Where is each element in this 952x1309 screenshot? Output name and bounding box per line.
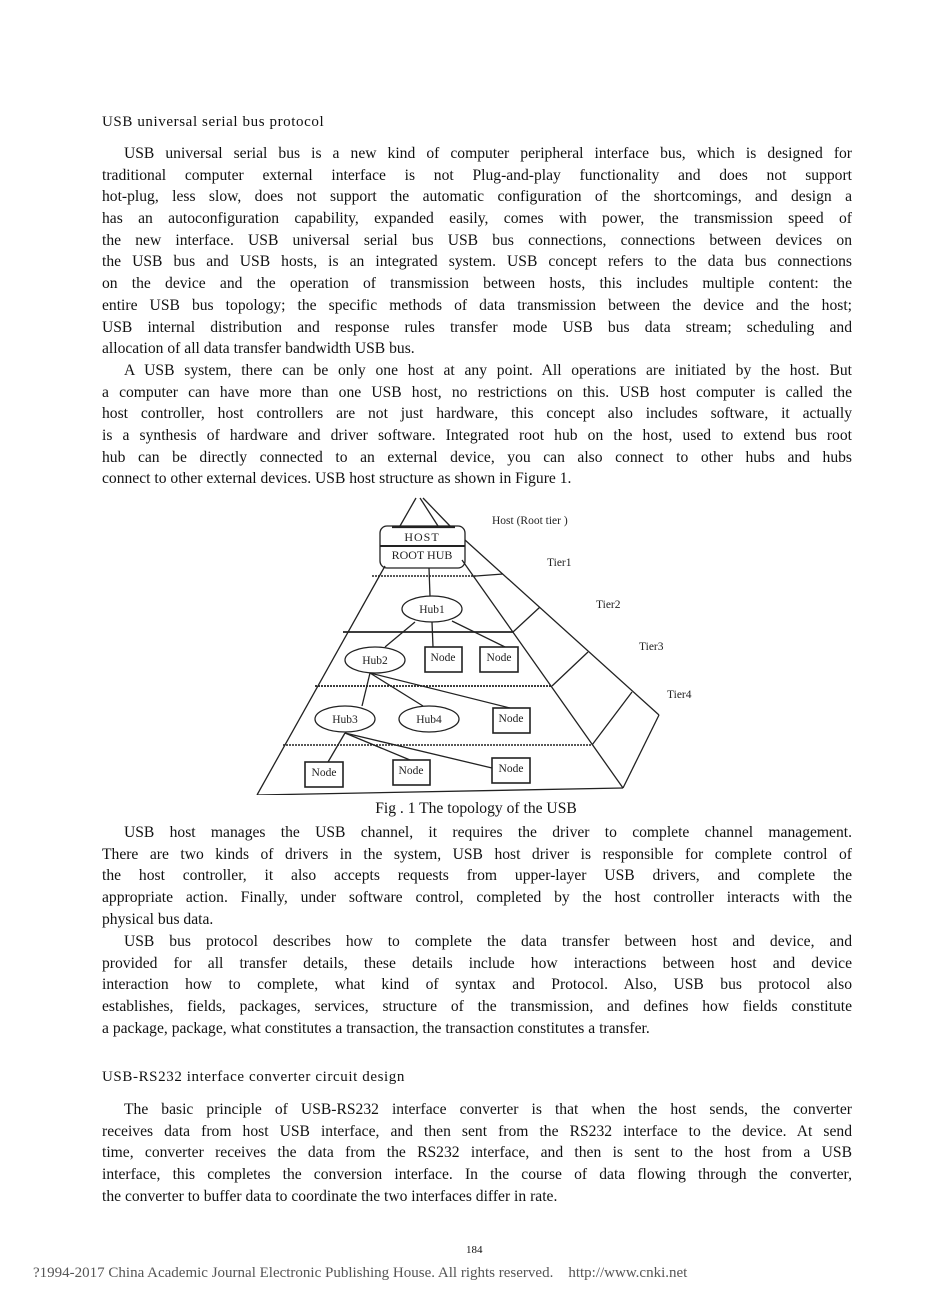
paragraph-line: establishes, fields, packages, services, structure of the transmission, and defines how fields constitute	[102, 998, 852, 1016]
paragraph-line: USB bus protocol describes how to complete the data transfer between host and device, and	[124, 933, 852, 950]
paragraph-line: the new interface. USB universal serial bus USB bus connections, connections between devices on	[102, 231, 852, 249]
hub-label: Hub2	[362, 655, 388, 667]
figure-caption: Fig . 1 The topology of the USB	[375, 800, 577, 817]
connection	[452, 621, 505, 647]
hub-label: Hub4	[416, 714, 442, 726]
paragraph-line: is a synthesis of hardware and driver software. Integrated root hub on the host, used to extend bus root	[102, 427, 852, 445]
copyright-footer: ?1994-2017 China Academic Journal Electronic Publishing House. All rights reserved. http://www.cnki.net	[33, 1265, 688, 1281]
paragraph-line: physical bus data.	[102, 910, 214, 928]
host-label: HOST	[404, 530, 440, 544]
node-label: Node	[430, 652, 456, 664]
paragraph-line: USB universal serial bus is a new kind of computer peripheral interface bus, which is designed for	[124, 145, 852, 162]
node-label: Node	[398, 765, 424, 777]
node-label: Node	[498, 713, 524, 725]
paragraph-line: host controller, host controllers are not just hardware, this concept also includes software, it actually	[102, 405, 852, 423]
paragraph-line: the USB bus and USB hosts, is an integrated system. USB concept refers to the data bus connections	[102, 253, 852, 271]
connection	[429, 568, 430, 596]
root-hub-label: ROOT HUB	[391, 548, 453, 562]
paragraph	[102, 1099, 852, 1207]
tier-connector	[513, 607, 540, 632]
paragraph-line: connect to other external devices. USB host structure as shown in Figure 1.	[102, 470, 572, 488]
tier-connector	[476, 574, 503, 576]
tier-label: Tier2	[596, 599, 621, 611]
paragraph-line: the converter to buffer data to coordinate the two interfaces differ in rate.	[102, 1187, 558, 1205]
figure-line	[423, 498, 450, 526]
paragraph-line: has an autoconfiguration capability, expanded easily, comes with power, the transmission speed of	[102, 210, 852, 228]
paragraph-line: The basic principle of USB-RS232 interface converter is that when the host sends, the converter	[124, 1101, 852, 1118]
paragraph-line: receives data from host USB interface, and then sent from the RS232 interface to the device. At send	[102, 1122, 852, 1140]
paragraph-line: a package, package, what constitutes a transaction, the transaction constitutes a transfer.	[102, 1019, 650, 1037]
pyramid-base	[257, 788, 623, 795]
hub-label: Hub1	[419, 604, 445, 616]
paragraph-line: allocation of all data transfer bandwidth USB bus.	[102, 340, 415, 358]
node-label: Node	[498, 763, 524, 775]
tier-connector	[592, 692, 632, 745]
paragraph-line: time, converter receives the data from the RS232 interface, and then is sent to the host from a USB	[102, 1144, 852, 1162]
paragraph-line: hub can be directly connected to an external device, you can also connect to other hubs and hubs	[102, 448, 852, 466]
paragraph-line: hot-plug, less slow, does not support the automatic configuration of the shortcomings, and design a	[102, 188, 852, 206]
paragraph-line: USB internal distribution and response rules transfer mode USB bus data stream; scheduling and	[102, 318, 852, 336]
page-number: 184	[466, 1244, 483, 1256]
paragraph	[102, 822, 852, 930]
paragraph-line: There are two kinds of drivers in the system, USB host driver is responsible for complete control of	[102, 845, 852, 863]
pyramid-front-right-edge	[462, 560, 623, 788]
paragraph-line: a computer can have more than one USB host, no restrictions on this. USB host computer is called the	[102, 383, 852, 401]
figure-line	[420, 498, 438, 526]
connection	[432, 622, 433, 647]
pyramid-left-edge	[257, 566, 385, 795]
tier-connector	[552, 652, 588, 686]
paragraph-line: entire USB bus topology; the specific methods of data transmission between the device and the host;	[102, 296, 852, 314]
tier-label: Tier1	[547, 557, 572, 569]
connection	[328, 733, 345, 762]
paragraph-line: USB host manages the USB channel, it requires the driver to complete channel management.	[124, 824, 852, 841]
paragraph-line: on the device and the operation of transmission between hosts, this includes multiple content: the	[102, 275, 852, 293]
pyramid-back-base	[623, 715, 659, 788]
figure-line	[400, 498, 416, 526]
section-heading-converter-design: USB-RS232 interface converter circuit design	[102, 1069, 405, 1085]
section-heading-usb-protocol: USB universal serial bus protocol	[102, 114, 325, 130]
node-label: Node	[486, 652, 512, 664]
connection	[370, 673, 510, 708]
paragraph-line: interaction how to complete, what kind of syntax and Protocol. Also, USB bus protocol also	[102, 976, 852, 994]
tier-label: Host (Root tier )	[492, 515, 568, 527]
paragraph	[102, 931, 852, 1039]
connection	[370, 673, 423, 706]
hub-label: Hub3	[332, 714, 358, 726]
tier-label: Tier4	[667, 689, 692, 701]
tier-label: Tier3	[639, 641, 664, 653]
paragraph-line: interface, this completes the conversion interface. In the course of data flowing through the converter,	[102, 1166, 852, 1184]
paragraph-line: A USB system, there can be only one host at any point. All operations are initiated by the host. But	[124, 362, 852, 379]
connection	[362, 673, 370, 706]
paragraph-line: provided for all transfer details, these details include how interactions between host and device	[102, 954, 852, 972]
paragraph-line: the host controller, it also accepts requests from upper-layer USB drivers, and complete the	[102, 867, 852, 885]
connection	[385, 622, 415, 647]
paragraph-line: appropriate action. Finally, under software control, completed by the host controller interacts with the	[102, 889, 852, 907]
paragraph-line: traditional computer external interface is not Plug-and-play functionality and does not support	[102, 166, 852, 184]
node-label: Node	[311, 767, 337, 779]
